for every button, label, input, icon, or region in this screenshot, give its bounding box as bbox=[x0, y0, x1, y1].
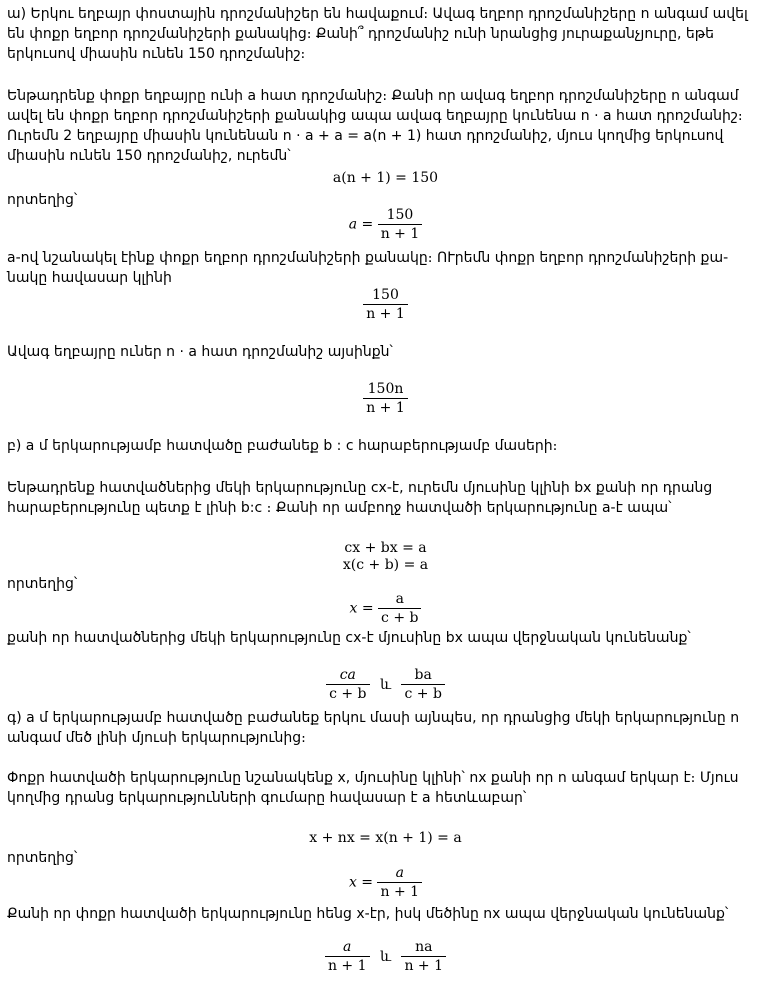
part-a-solution-2: a-ով նշանակել էինք փոքր եղբոր դրոշմանիշերի քանակը։ ՈՒրեմն փոքր եղբոր դրոշմանիշերի քա-նակը հավասար կլինի bbox=[7, 250, 729, 286]
denominator: c + b bbox=[326, 684, 369, 703]
denominator: n + 1 bbox=[325, 956, 370, 975]
and-word: և bbox=[379, 676, 392, 693]
part-b-answers bbox=[0, 666, 771, 703]
part-a-equation-2 bbox=[0, 206, 771, 243]
part-a-answer-1 bbox=[0, 286, 771, 323]
numerator: 150 bbox=[372, 287, 399, 303]
numerator: a bbox=[395, 865, 404, 881]
denominator: c + b bbox=[378, 608, 421, 627]
part-b-solution-1: Ենթադրենք հատվածներից մեկի երկարությունը cx-է, ուրեմն մյուսինը կլինի bx քանի որ դրանց հարաբերությունը պետք է լինի b:c ։ Քանի որ ամբողջ հատվածի երկարությունը a-է ապա՝ bbox=[7, 480, 713, 516]
numerator: ba bbox=[414, 667, 432, 683]
denominator: c + b bbox=[401, 684, 444, 703]
fraction bbox=[401, 938, 446, 975]
part-a-equation-1: a(n + 1) = 150 bbox=[332, 170, 439, 186]
denominator: n + 1 bbox=[377, 882, 422, 901]
part-c-equation-1: x + nx = x(n + 1) = a bbox=[309, 830, 462, 846]
denominator: n + 1 bbox=[378, 224, 423, 243]
part-c-equation-2 bbox=[0, 864, 771, 901]
fraction bbox=[325, 938, 370, 975]
fraction bbox=[377, 864, 422, 901]
part-a-solution-3: Ավագ եղբայրը ուներ n · a հատ դրոշմանիշ այսինքն՝ bbox=[7, 344, 393, 360]
fraction bbox=[363, 286, 408, 323]
numerator: ca bbox=[339, 667, 356, 683]
eq-lhs: a = bbox=[348, 216, 374, 233]
denominator: n + 1 bbox=[363, 304, 408, 323]
eq-lhs: x = bbox=[349, 600, 374, 617]
fraction bbox=[378, 206, 423, 243]
numerator: a bbox=[395, 591, 404, 607]
part-c-answers bbox=[0, 938, 771, 975]
part-a-problem: ա) Երկու եղբայր փոստային դրոշմանիշեր են հավաքում։ Ավագ եղբոր դրոշմանիշերը n անգամ ավել են փոքր եղբոր դրոշմանիշերի քանակից։ Քանի՞ դրոշմանիշ ունի նրանցից յուրաքանչյուրը, եթե երկուսով միասին ունեն 150 դրոշմանիշ։ bbox=[7, 6, 748, 62]
numerator: na bbox=[415, 939, 433, 955]
and-word: և bbox=[379, 948, 392, 965]
part-a-answer-2 bbox=[0, 380, 771, 417]
part-b-equation-2: x(c + b) = a bbox=[342, 557, 429, 573]
numerator: 150n bbox=[367, 381, 404, 397]
denominator: n + 1 bbox=[401, 956, 446, 975]
part-c-solution-2: Քանի որ փոքր հատվածի երկարությունը հենց x-էր, իսկ մեծինը nx ապա վերջնական կունենանք՝ bbox=[7, 906, 729, 922]
part-a-solution-1: Ենթադրենք փոքր եղբայրը ունի a հատ դրոշմանիշ։ Քանի որ ավագ եղբոր դրոշմանիշերը n անգամ ավել են փոքր եղբոր դրոշմանիշերի քանակից ապա ավագ եղբայրը կունենա n · a հատ դրոշմանիշ։ Ուրեմն 2 եղբայրը միասին կունենան n · a + a = a(n + 1) հատ դրոշմանիշ, մյուս կողմից երկուսով միասին ունեն 150 դրոշմանիշ, ուրեմն՝ bbox=[7, 88, 743, 164]
fraction bbox=[326, 666, 369, 703]
part-a-whence: որտեղից՝ bbox=[7, 192, 78, 208]
part-b-whence: որտեղից՝ bbox=[7, 576, 78, 592]
fraction bbox=[363, 380, 408, 417]
denominator: n + 1 bbox=[363, 398, 408, 417]
part-c-whence: որտեղից՝ bbox=[7, 850, 78, 866]
numerator: a bbox=[343, 939, 352, 955]
eq-lhs: x = bbox=[348, 874, 374, 891]
fraction bbox=[401, 666, 444, 703]
numerator: 150 bbox=[386, 207, 414, 223]
part-b-problem: բ) a մ երկարությամբ հատվածը բաժանեք b : c հարաբերությամբ մասերի։ bbox=[7, 438, 558, 454]
fraction bbox=[378, 590, 421, 627]
part-b-equation-3 bbox=[0, 590, 771, 627]
part-b-solution-2: քանի որ հատվածներից մեկի երկարությունը cx-է մյուսինը bx ապա վերջնական կունենանք՝ bbox=[7, 630, 691, 646]
part-c-solution-1: Փոքր հատվածի երկարությունը նշանակենք x, մյուսինը կլինի՝ nx քանի որ n անգամ երկար է։ Մյուս կողմից դրանց երկարությունների գումարը հավասար է a հետևաբար՝ bbox=[7, 770, 739, 806]
part-c-problem: գ) a մ երկարությամբ հատվածը բաժանեք երկու մասի այնպես, որ դրանցից մեկի երկարությունը n անգամ մեծ լինի մյուսի երկարությունից։ bbox=[7, 710, 740, 746]
part-b-equation-1: cx + bx = a bbox=[344, 540, 427, 556]
